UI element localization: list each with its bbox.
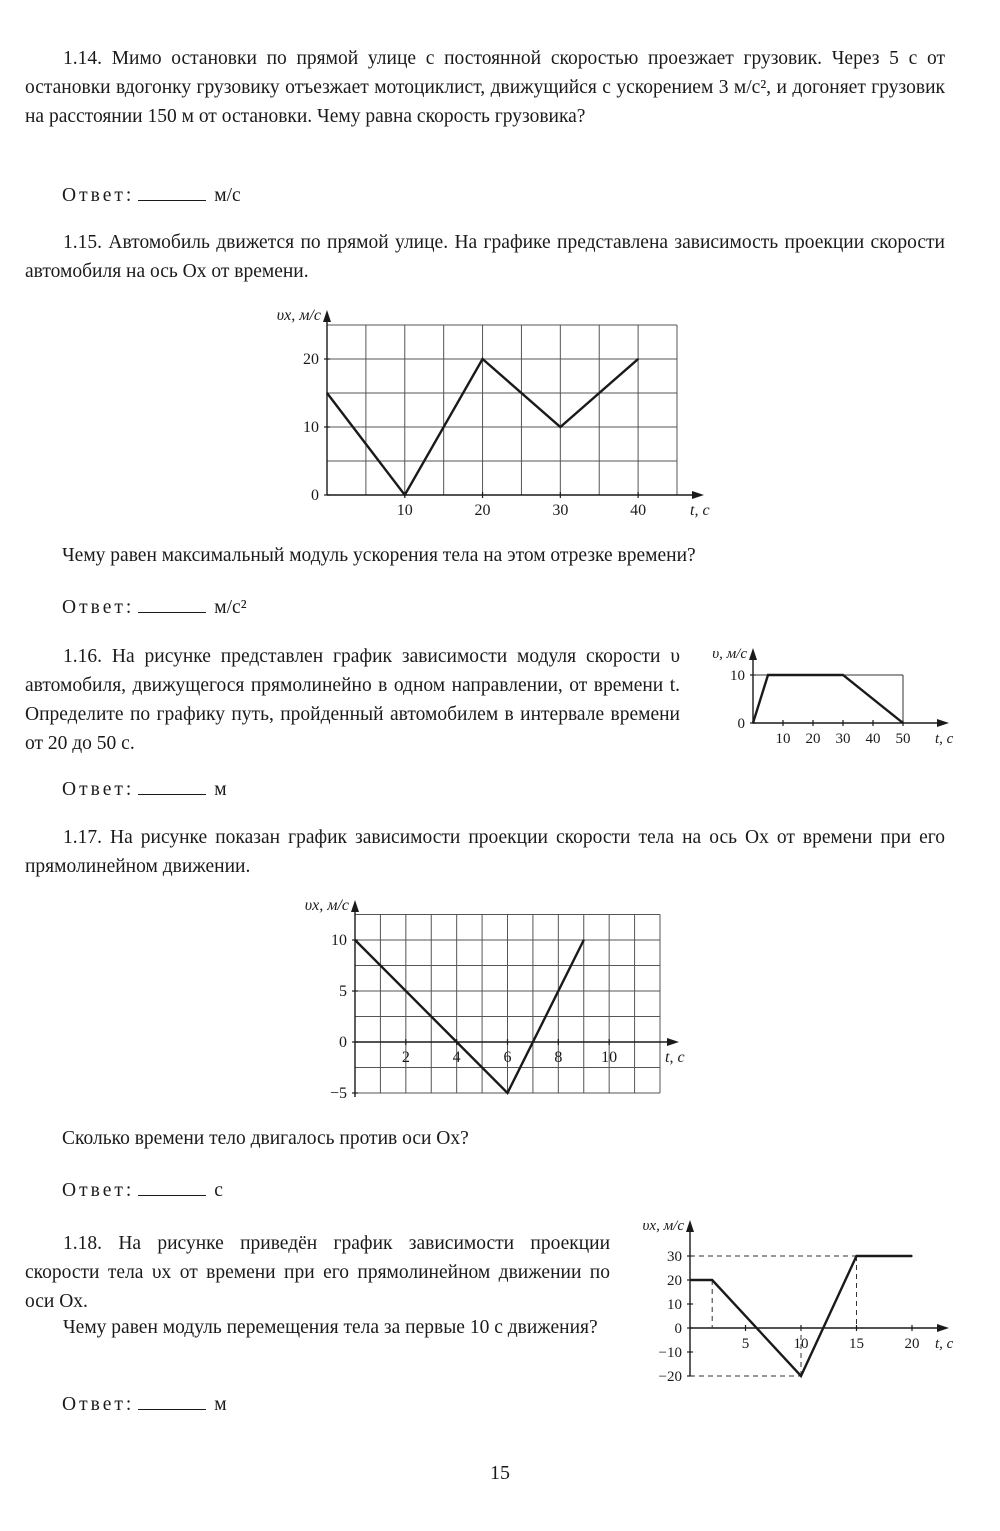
problem-1-18-text: 1.18. На рисунке приведён график зависимости проекции скорости тела υx от времени при его прямолинейном движении по оси Ox.	[25, 1233, 610, 1312]
y-axis-label: υx, м/с	[304, 897, 349, 914]
y-tick-label: 20	[303, 351, 319, 368]
data-point	[637, 358, 639, 360]
y-axis-label: υx, м/с	[642, 1218, 684, 1234]
x-tick-label: 10	[775, 731, 791, 747]
answer-unit: м	[214, 779, 227, 800]
data-point	[902, 722, 904, 724]
data-point	[752, 722, 754, 724]
problem-1-18-question: Чему равен модуль перемещения тела за первые 10 с движения?	[63, 1317, 598, 1338]
series-line	[753, 675, 903, 723]
data-point	[856, 1255, 858, 1257]
chart-1-18	[620, 1212, 960, 1392]
problem-1-16-text: 1.16. На рисунке представлен график зависимости модуля скорости υ автомобиля, движущегося прямолинейно в одном направлении, от времени t. Определите по графику путь, пройденный автомобилем в интервале времени от 20 до 50 с.	[25, 646, 680, 754]
y-tick-label: 10	[667, 1297, 682, 1313]
y-axis-arrow	[351, 900, 359, 912]
answer-blank[interactable]	[138, 182, 206, 201]
x-tick-label: 20	[904, 1336, 920, 1352]
data-point	[911, 1255, 913, 1257]
answer-unit: м/с	[214, 185, 241, 206]
y-tick-label: 0	[339, 1034, 347, 1051]
x-tick-label: 40	[865, 731, 881, 747]
answer-1-17	[62, 1176, 223, 1205]
data-point	[507, 1092, 509, 1094]
data-point	[711, 1279, 713, 1281]
chart-1-17	[285, 890, 695, 1110]
chart-1-16	[695, 640, 955, 755]
y-tick-label: 10	[331, 932, 347, 949]
data-point	[583, 939, 585, 941]
data-point	[404, 494, 406, 496]
y-tick-label: 20	[667, 1273, 682, 1289]
x-tick-label: 5	[741, 1336, 750, 1352]
data-point	[560, 426, 562, 428]
problem-1-15-text: 1.15. Автомобиль движется по прямой улице. На графике представлена зависимость проекции скорости автомобиля на ось Ox от времени.	[25, 232, 945, 282]
answer-unit: с	[214, 1180, 223, 1201]
chart-1-15	[255, 300, 715, 530]
data-point	[767, 674, 769, 676]
y-tick-label: −5	[329, 1085, 347, 1102]
x-axis-arrow	[667, 1038, 679, 1046]
x-tick-label: 20	[805, 731, 821, 747]
y-axis-arrow	[686, 1220, 694, 1232]
problem-1-17-text: 1.17. На рисунке показан график зависимости проекции скорости тела на ось Ox от времени при его прямолинейном движении.	[25, 827, 945, 877]
answer-blank[interactable]	[138, 776, 206, 795]
y-tick-label: −10	[658, 1345, 682, 1361]
answer-label: Ответ:	[62, 1180, 135, 1201]
y-axis-label: υx, м/с	[276, 307, 321, 324]
answer-label: Ответ:	[62, 1394, 135, 1415]
x-tick-label: 4	[452, 1049, 461, 1066]
data-point	[689, 1279, 691, 1281]
x-axis-arrow	[937, 719, 949, 727]
x-tick-label: 10	[601, 1049, 618, 1066]
x-tick-label: 6	[503, 1049, 512, 1066]
answer-1-18	[62, 1390, 227, 1419]
x-tick-label: 10	[396, 502, 413, 519]
y-tick-label: 0	[674, 1321, 682, 1337]
data-point	[354, 939, 356, 941]
x-axis-arrow	[692, 491, 704, 499]
answer-1-16	[62, 775, 227, 804]
y-tick-label: 10	[303, 419, 319, 436]
x-axis-label: t, с	[690, 502, 710, 519]
x-tick-label: 40	[630, 502, 647, 519]
problem-1-17-question: Сколько времени тело двигалось против оси Ox?	[62, 1128, 469, 1149]
problem-1-14-text: 1.14. Мимо остановки по прямой улице с постоянной скоростью проезжает грузовик. Через 5 с от остановки вдогонку грузовику отъезжает мотоциклист, движущийся с ускорением 3 м/с², и догоняет грузовик на расстоянии 150 м от остановки. Чему равна скорость грузовика?	[25, 48, 945, 127]
data-point	[800, 1375, 802, 1377]
answer-label: Ответ:	[62, 779, 135, 800]
x-axis-label: t, с	[665, 1049, 685, 1066]
x-axis-arrow	[937, 1324, 949, 1332]
x-tick-label: 10	[793, 1336, 809, 1352]
answer-label: Ответ:	[62, 597, 135, 618]
answer-unit: м	[214, 1394, 227, 1415]
answer-blank[interactable]	[138, 1391, 206, 1410]
data-point	[482, 358, 484, 360]
y-tick-label: 5	[339, 983, 347, 1000]
y-tick-label: −20	[658, 1369, 682, 1385]
y-axis-arrow	[749, 648, 757, 660]
x-axis-label: t, с	[935, 1336, 954, 1352]
y-tick-label: 10	[730, 668, 745, 684]
problem-1-15-question: Чему равен максимальный модуль ускорения тела на этом отрезке времени?	[62, 545, 696, 566]
x-tick-label: 15	[849, 1336, 864, 1352]
page-number: 15	[490, 1462, 510, 1484]
x-tick-label: 30	[552, 502, 569, 519]
y-tick-label: 0	[311, 487, 319, 504]
answer-unit: м/с²	[214, 597, 247, 618]
x-tick-label: 8	[554, 1049, 563, 1066]
x-tick-label: 30	[835, 731, 851, 747]
answer-1-14	[62, 181, 241, 210]
x-axis-label: t, с	[935, 731, 954, 747]
answer-blank[interactable]	[138, 594, 206, 613]
data-point	[326, 392, 328, 394]
y-tick-label: 0	[737, 716, 745, 732]
answer-blank[interactable]	[138, 1177, 206, 1196]
answer-label: Ответ:	[62, 185, 135, 206]
y-axis-label: υ, м/с	[712, 646, 747, 662]
data-point	[842, 674, 844, 676]
x-tick-label: 20	[474, 502, 491, 519]
x-tick-label: 2	[401, 1049, 410, 1066]
x-tick-label: 50	[895, 731, 911, 747]
y-axis-arrow	[323, 310, 331, 322]
answer-1-15	[62, 593, 247, 622]
y-tick-label: 30	[667, 1249, 682, 1265]
